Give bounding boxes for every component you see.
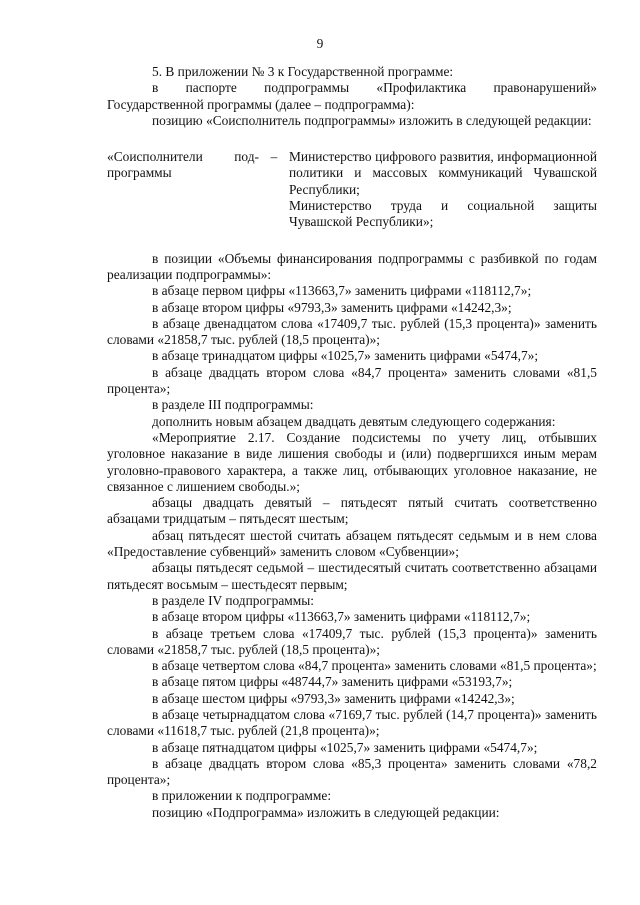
table-right-cell — [289, 149, 597, 230]
paragraph: в абзаце двадцать втором слова «85,3 процента» заменить словами «78,2 процента»; — [107, 755, 597, 788]
paragraph: в абзаце двадцать втором слова «84,7 процента» заменить словами «81,5 процента»; — [107, 364, 597, 397]
position-table — [107, 149, 597, 230]
paragraph: в абзаце двенадцатом слова «17409,7 тыс. рублей (15,3 процента)» заменить словами «21858,7 тыс. рублей (18,5 процента)»; — [107, 315, 597, 348]
paragraph: дополнить новым абзацем двадцать девятым следующего содержания: — [152, 413, 556, 429]
paragraph: в абзаце пятнадцатом цифры «1025,7» заменить цифрами «5474,7»; — [152, 739, 538, 755]
paragraph: в абзаце втором цифры «113663,7» заменить цифрами «118112,7»; — [152, 609, 531, 625]
page-number: 9 — [316, 36, 324, 51]
paragraph: абзацы пятьдесят седьмой – шестидесятый считать соответственно абзацами пятьдесят восьмым – шестьдесят первым; — [107, 560, 597, 592]
paragraph-intro-2: в паспорте подпрограммы «Профилактика правонарушений» Государственной программы (далее – подпрограмма): — [107, 80, 597, 112]
document-body — [107, 64, 597, 821]
paragraph: в абзаце тринадцатом цифры «1025,7» заменить цифрами «5474,7»; — [152, 348, 539, 364]
paragraph: в абзаце втором цифры «9793,3» заменить цифрами «14242,3»; — [152, 299, 512, 315]
paragraph: позицию «Подпрограмма» изложить в следующей редакции: — [152, 804, 500, 820]
paragraph: абзацы двадцать девятый – пятьдесят пятый считать соответственно абзацами тридцатым – пятьдесят шестым; — [107, 495, 597, 527]
table-left-line-1: «Соисполнители под- — [107, 149, 259, 165]
table-right-para-1: Министерство цифрового развития, информационной политики и массовых коммуникаций Чувашской Республики; — [289, 149, 597, 197]
paragraph-intro-1: 5. В приложении № 3 к Государственной программе: — [152, 64, 454, 79]
paragraph: абзац пятьдесят шестой считать абзацем пятьдесят седьмым и в нем слова «Предоставление субвенций» заменить словом «Субвенции»; — [107, 527, 597, 560]
paragraph: в приложении к подпрограмме: — [152, 788, 332, 804]
paragraph: в абзаце четырнадцатом слова «7169,7 тыс. рублей (14,7 процента)» заменить словами «11618,7 тыс. рублей (21,8 процента)»; — [107, 706, 597, 739]
paragraph: в абзаце четвертом слова «84,7 процента» заменить словами «81,5 процента»; — [152, 658, 597, 674]
paragraph: «Мероприятие 2.17. Создание подсистемы по учету лиц, отбывших уголовное наказание в виде лишения свободы и (или) подвергшихся иным мерам уголовно-правового характера, а также лиц, отбывающих уголовное наказание, не связанное с лишением свободы.»; — [107, 429, 597, 494]
paragraph-list — [107, 251, 597, 821]
table-left-line-2: программы — [107, 165, 172, 181]
paragraph: в абзаце шестом цифры «9793,3» заменить цифрами «14242,3»; — [152, 690, 515, 706]
paragraph: в абзаце первом цифры «113663,7» заменить цифрами «118112,7»; — [152, 283, 532, 299]
paragraph-intro-3: позицию «Соисполнитель подпрограммы» изложить в следующей редакции: — [152, 112, 592, 128]
paragraph: в абзаце пятом цифры «48744,7» заменить цифрами «53193,7»; — [152, 674, 513, 690]
paragraph: в позиции «Объемы финансирования подпрограммы с разбивкой по годам реализации подпрограммы»: — [107, 250, 597, 282]
paragraph: в абзаце третьем слова «17409,7 тыс. рублей (15,3 процента)» заменить словами «21858,7 тыс. рублей (18,5 процента)»; — [107, 625, 597, 657]
paragraph: в разделе III подпрограммы: — [152, 397, 314, 413]
table-left-cell — [107, 149, 259, 230]
paragraph: в разделе IV подпрограммы: — [152, 592, 314, 608]
table-dash: – — [270, 149, 278, 165]
table-right-para-2: Министерство труда и социальной защиты Чувашской Республики»; — [289, 198, 597, 230]
